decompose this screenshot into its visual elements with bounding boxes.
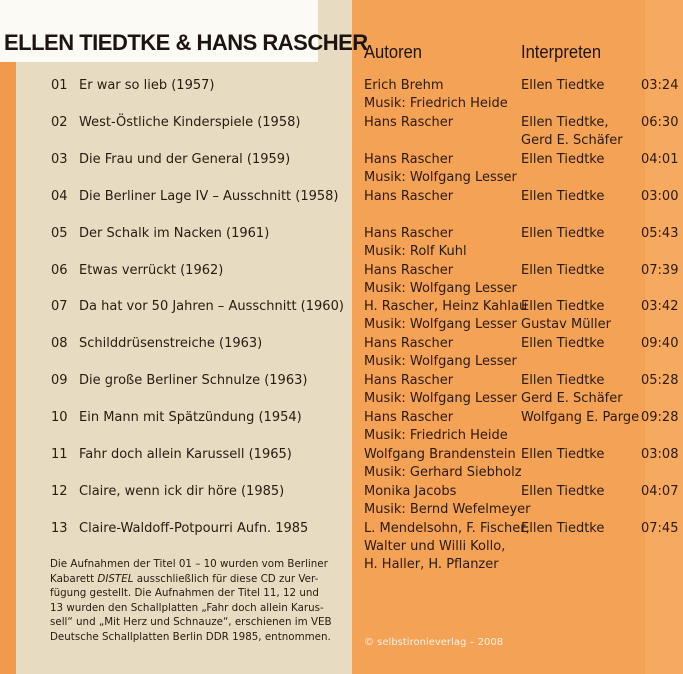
page-title: ELLEN TIEDTKE & HANS RASCHER — [4, 30, 368, 55]
track-title: Claire-Waldoff-Potpourri Aufn. 1985 — [79, 520, 309, 536]
track-author: H. Haller, H. Pflanzer — [364, 556, 499, 572]
track-row — [0, 151, 683, 188]
track-row — [0, 225, 683, 262]
track-author: Erich Brehm — [364, 78, 444, 93]
track-row — [0, 372, 683, 409]
track-title: Fahr doch allein Karussell (1965) — [79, 447, 292, 462]
track-performer: Ellen Tiedtke — [521, 336, 605, 352]
liner-note — [50, 557, 340, 645]
track-author: Musik: Rolf Kuhl — [364, 243, 467, 259]
track-author: Musik: Wolfgang Lesser — [364, 391, 517, 407]
track-author: Hans Rascher — [364, 114, 454, 130]
track-author: Musik: Wolfgang Lesser — [364, 354, 517, 370]
track-title: Claire, wenn ick dir höre (1985) — [79, 483, 285, 499]
track-author: Monika Jacobs — [364, 483, 457, 499]
track-duration: 09:28 — [641, 410, 679, 426]
track-performer: Wolfgang E. Parge — [521, 410, 640, 426]
track-author: Wolfgang Brandenstein — [364, 447, 516, 462]
track-performer: Ellen Tiedtke — [521, 299, 605, 315]
track-number: 08 — [51, 336, 68, 352]
track-number: 10 — [51, 410, 68, 426]
track-row — [0, 409, 683, 446]
track-duration: 06:30 — [641, 114, 679, 130]
track-number: 06 — [51, 262, 68, 278]
track-performer: Ellen Tiedtke — [521, 447, 605, 462]
track-number: 01 — [51, 78, 68, 93]
track-performer: Ellen Tiedtke — [521, 78, 605, 93]
track-number: 11 — [51, 447, 68, 462]
track-duration: 05:43 — [641, 225, 679, 241]
track-author: Hans Rascher — [364, 188, 454, 204]
track-title: Die große Berliner Schnulze (1963) — [79, 373, 308, 389]
track-duration: 07:45 — [641, 520, 679, 536]
track-duration: 05:28 — [641, 373, 679, 389]
track-author: Musik: Gerhard Siebholz — [364, 465, 522, 480]
track-row — [0, 188, 683, 225]
track-row — [0, 114, 683, 151]
track-duration: 07:39 — [641, 262, 679, 278]
track-author: Walter und Willi Kollo, — [364, 538, 506, 554]
track-performer: Ellen Tiedtke — [521, 225, 605, 241]
track-row — [0, 77, 683, 114]
track-duration: 04:01 — [641, 151, 679, 167]
track-number: 05 — [51, 225, 68, 241]
track-title: Ein Mann mit Spätzündung (1954) — [79, 410, 302, 426]
track-number: 02 — [51, 114, 68, 130]
track-duration: 09:40 — [641, 336, 679, 352]
track-number: 07 — [51, 299, 68, 315]
track-number: 12 — [51, 483, 68, 499]
track-duration: 03:24 — [641, 78, 679, 93]
track-performer: Gerd E. Schäfer — [521, 132, 623, 148]
track-author: Hans Rascher — [364, 373, 454, 389]
copyright-notice: © selbstironieverlag – 2008 — [364, 637, 504, 648]
track-row — [0, 483, 683, 520]
track-author: H. Rascher, Heinz Kahlau — [364, 299, 528, 315]
track-author: Hans Rascher — [364, 336, 454, 352]
track-number: 13 — [51, 520, 68, 536]
track-performer: Gerd E. Schäfer — [521, 391, 623, 407]
track-performer: Ellen Tiedtke — [521, 373, 605, 389]
track-author: L. Mendelsohn, F. Fischer, — [364, 520, 530, 536]
track-author: Hans Rascher — [364, 410, 454, 426]
note-line: Deutsche Schallplatten Berlin DDR 1985, entnommen. — [50, 630, 331, 643]
track-author: Hans Rascher — [364, 262, 454, 278]
track-row — [0, 446, 683, 483]
track-number: 09 — [51, 373, 68, 389]
track-duration: 03:00 — [641, 188, 679, 204]
note-line: fügung gestellt. Die Aufnahmen der Titel 11, 12 und — [50, 587, 319, 600]
note-line: 13 wurden den Schallplatten „Fahr doch allein Karus- — [50, 601, 324, 614]
track-performer: Ellen Tiedtke, — [521, 114, 609, 130]
track-duration: 03:42 — [641, 299, 679, 315]
note-line: sell“ und „Mit Herz und Schnauze“, erschienen im VEB — [50, 616, 332, 629]
track-performer: Ellen Tiedtke — [521, 151, 605, 167]
track-row — [0, 298, 683, 335]
track-author: Musik: Bernd Wefelmeyer — [364, 501, 531, 517]
track-author: Musik: Wolfgang Lesser — [364, 280, 517, 296]
note-line: Kabarett DISTEL ausschließlich für diese CD zur Ver- — [50, 572, 319, 585]
title-box — [0, 0, 368, 62]
track-performer: Ellen Tiedtke — [521, 520, 605, 536]
track-author: Hans Rascher — [364, 225, 454, 241]
track-number: 04 — [51, 188, 68, 204]
track-title: West-Östliche Kinderspiele (1958) — [79, 114, 301, 130]
track-author: Hans Rascher — [364, 151, 454, 167]
track-title: Die Berliner Lage IV – Ausschnitt (1958) — [79, 188, 339, 204]
track-author: Musik: Wolfgang Lesser — [364, 317, 517, 333]
track-row — [0, 335, 683, 372]
track-performer: Gustav Müller — [521, 317, 611, 333]
track-author: Musik: Friedrich Heide — [364, 428, 508, 444]
track-number: 03 — [51, 151, 68, 167]
distel-emphasis: DISTEL — [97, 572, 134, 585]
track-performer: Ellen Tiedtke — [521, 188, 605, 204]
track-title: Etwas verrückt (1962) — [79, 262, 224, 278]
track-row — [0, 262, 683, 299]
column-header-interpreten: Interpreten — [521, 42, 602, 62]
track-author: Musik: Wolfgang Lesser — [364, 169, 517, 185]
track-performer: Ellen Tiedtke — [521, 262, 605, 278]
track-title: Er war so lieb (1957) — [79, 78, 215, 93]
track-title: Da hat vor 50 Jahren – Ausschnitt (1960) — [79, 299, 344, 315]
track-title: Schilddrüsenstreiche (1963) — [79, 336, 263, 352]
column-header-autoren: Autoren — [364, 42, 423, 62]
track-duration: 03:08 — [641, 447, 679, 462]
track-performer: Ellen Tiedtke — [521, 483, 605, 499]
track-title: Die Frau und der General (1959) — [79, 151, 291, 167]
track-author: Musik: Friedrich Heide — [364, 96, 508, 111]
track-duration: 04:07 — [641, 483, 679, 499]
note-line: Die Aufnahmen der Titel 01 – 10 wurden vom Berliner — [50, 558, 328, 570]
track-title: Der Schalk im Nacken (1961) — [79, 225, 270, 241]
